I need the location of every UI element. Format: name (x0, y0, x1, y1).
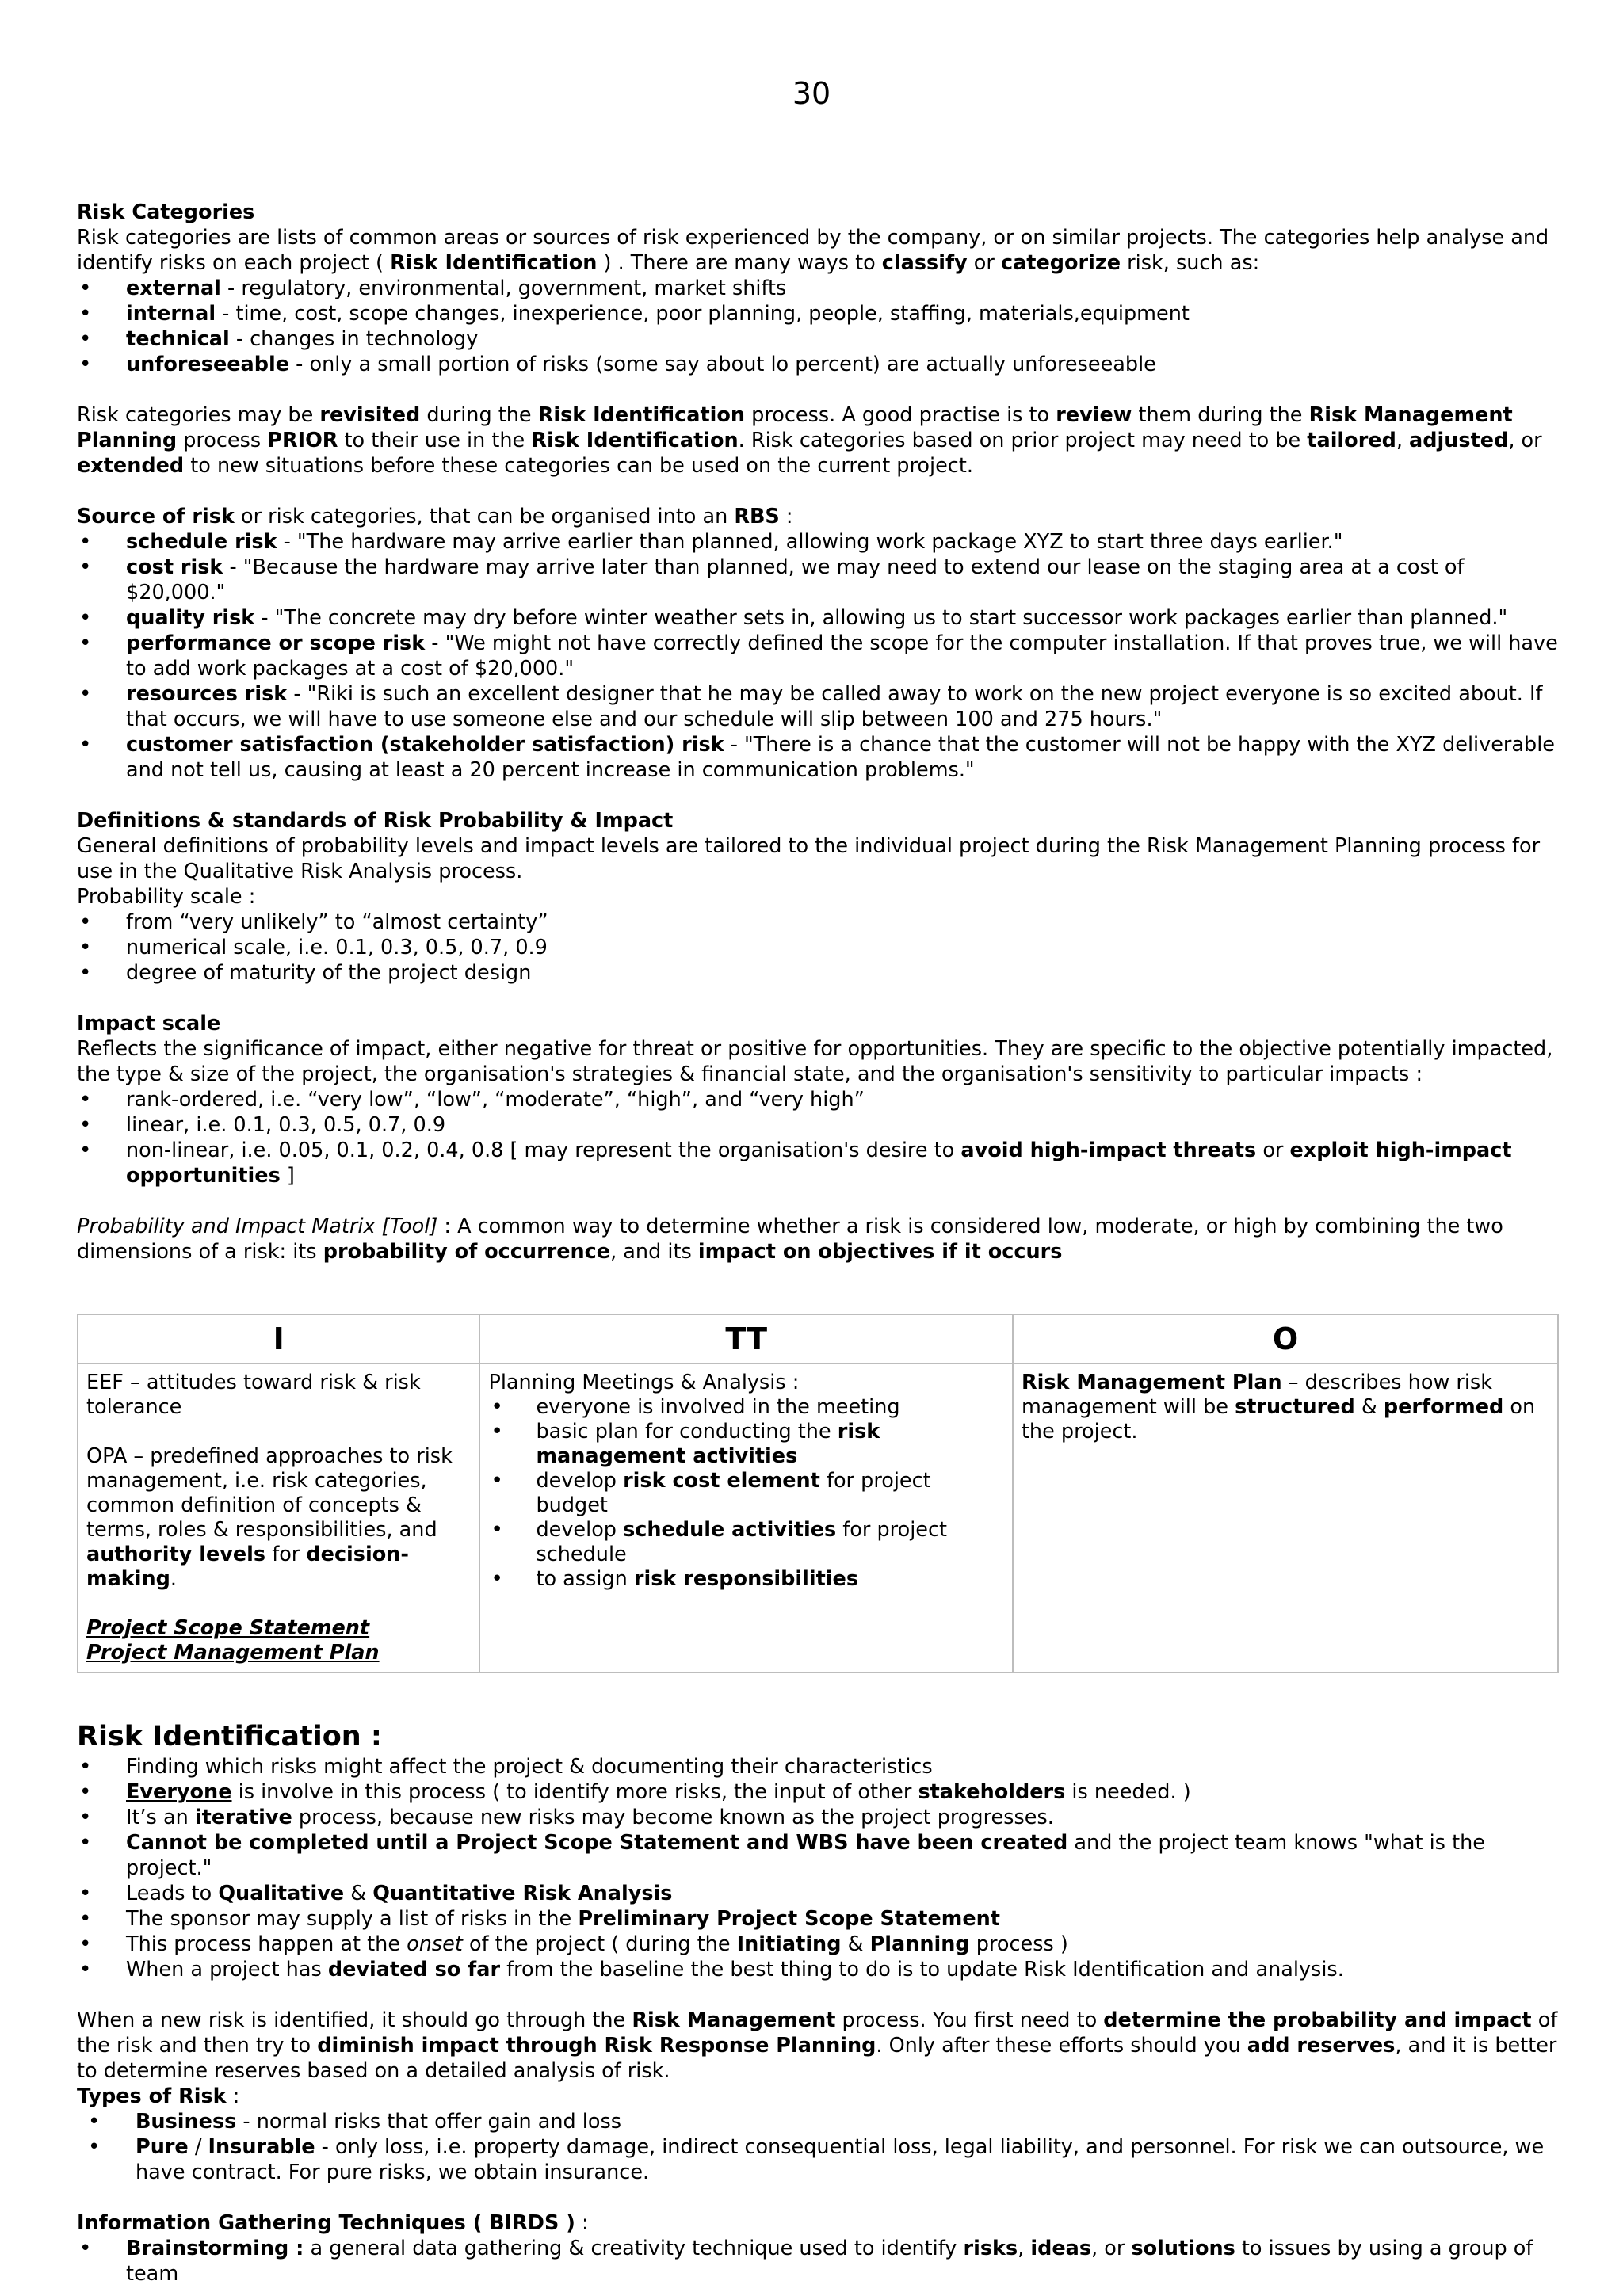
list-item: • When a project has deviated so far from the baseline the best thing to do is to update Risk Identification and analysis. (77, 1957, 1559, 1982)
source-of-risk-list (77, 529, 1559, 783)
types-of-risk-label: Types of Risk : (77, 2084, 240, 2108)
list-item: • numerical scale, i.e. 0.1, 0.3, 0.5, 0.7, 0.9 (77, 935, 1559, 960)
probability-impact-matrix-paragraph: Probability and Impact Matrix [Tool] : A common way to determine whether a risk is considered low, moderate, or high by combining the two dimensions of a risk: its probability of occurrence, and its impact on objectives if it occurs (77, 1215, 1503, 1264)
list-item: • develop risk cost element for project budget (488, 1469, 1005, 1518)
list-item: • It’s an iterative process, because new risks may become known as the project progresses. (77, 1805, 1559, 1830)
list-item: • internal - time, cost, scope changes, inexperience, poor planning, people, staffing, materials,equipment (77, 301, 1559, 326)
list-item: • degree of maturity of the project design (77, 960, 1559, 986)
probability-scale-list (77, 910, 1559, 986)
list-item: • resources risk - "Riki is such an excellent designer that he may be called away to work on the new project everyone is so excited about. If that occurs, we will have to use someone else and our schedule will slip between 100 and 275 hours." (77, 681, 1559, 732)
definitions-body: General definitions of probability levels and impact levels are tailored to the individual project during the Risk Management Planning process for use in the Qualitative Risk Analysis process. (77, 834, 1541, 883)
list-item: • Leads to Qualitative & Quantitative Risk Analysis (77, 1881, 1559, 1906)
list-item: • schedule risk - "The hardware may arrive earlier than planned, allowing work package XYZ to start three days earlier." (77, 529, 1559, 555)
project-scope-statement-link[interactable]: Project Scope Statement (86, 1616, 370, 1640)
tools-cell (479, 1363, 1012, 1672)
revisit-paragraph: Risk categories may be revisited during the Risk Identification process. A good practise is to review them during the Risk Management Planning process PRIOR to their use in the Risk Identification. Risk categories based on prior project may need to be tailored, adjusted, or extended to new situations before these categories can be used on the current project. (77, 403, 1542, 478)
impact-scale-list (77, 1087, 1559, 1188)
risk-categories-intro: Risk categories are lists of common areas or sources of risk experienced by the company, or on similar projects. The categories help analyse and identify risks on each project ( Risk Identification ) . There are many ways to classify or categorize risk, such as: (77, 226, 1549, 275)
list-item: • from “very unlikely” to “almost certainty” (77, 910, 1559, 935)
list-item: • basic plan for conducting the risk management activities (488, 1420, 1005, 1469)
list-item: • linear, i.e. 0.1, 0.3, 0.5, 0.7, 0.9 (77, 1112, 1559, 1138)
list-item: • performance or scope risk - "We might not have correctly defined the scope for the computer installation. If that proves true, we will have to add work packages at a cost of $20,000." (77, 631, 1559, 681)
impact-scale-heading: Impact scale (77, 1012, 221, 1035)
risk-identification-list (77, 1754, 1559, 1982)
outputs-cell (1013, 1363, 1558, 1672)
list-item: • Finding which risks might affect the project & documenting their characteristics (77, 1754, 1559, 1779)
new-risk-paragraph: When a new risk is identified, it should go through the Risk Management process. You first need to determine the probability and impact of the risk and then try to diminish impact through Risk Response Planning. Only after these efforts should you add reserves, and it is better to determine reserves based on a detailed analysis of risk. (77, 2008, 1558, 2083)
list-item: • cost risk - "Because the hardware may arrive later than planned, we may need to extend our lease on the staging area at a cost of $20,000." (77, 555, 1559, 605)
list-item: • non-linear, i.e. 0.05, 0.1, 0.2, 0.4, 0.8 [ may represent the organisation's desire to avoid high-impact threats or exploit high-impact opportunities ] (77, 1138, 1559, 1188)
list-item: • everyone is involved in the meeting (488, 1395, 1005, 1420)
list-item: • external - regulatory, environmental, government, market shifts (77, 276, 1559, 301)
info-gathering-heading: Information Gathering Techniques ( BIRDS ) : (77, 2211, 589, 2235)
list-item: • Brainstorming : a general data gathering & creativity technique used to identify risks, ideas, or solutions to issues by using a group of team (77, 2236, 1559, 2286)
outputs-header: O (1013, 1314, 1558, 1363)
risk-identification-heading: Risk Identification : (77, 1721, 382, 1753)
list-item: • unforeseeable - only a small portion of risks (some say about lo percent) are actually unforeseeable (77, 352, 1559, 377)
inputs-cell (78, 1363, 479, 1672)
risk-categories-list (77, 276, 1559, 377)
list-item: • Business - normal risks that offer gain and loss (77, 2109, 1559, 2134)
tools-header: TT (479, 1314, 1012, 1363)
source-of-risk-intro: Source of risk or risk categories, that can be organised into an RBS : (77, 505, 793, 528)
tools-list (488, 1395, 1005, 1592)
outputs-text: Risk Management Plan – describes how risk management will be structured & performed on the project. (1021, 1371, 1536, 1444)
types-of-risk-list (77, 2109, 1559, 2185)
info-gathering-list (77, 2236, 1559, 2286)
list-item: • This process happen at the onset of the project ( during the Initiating & Planning process ) (77, 1932, 1559, 1957)
document-body (77, 200, 1559, 2286)
list-item: • technical - changes in technology (77, 326, 1559, 352)
list-item: • to assign risk responsibilities (488, 1567, 1005, 1592)
risk-categories-heading: Risk Categories (77, 200, 255, 224)
definitions-heading: Definitions & standards of Risk Probability & Impact (77, 809, 674, 833)
list-item: • rank-ordered, i.e. “very low”, “low”, “moderate”, “high”, and “very high” (77, 1087, 1559, 1112)
list-item: • Pure / Insurable - only loss, i.e. property damage, indirect consequential loss, legal liability, and personnel. For risk we can outsource, we have contract. For pure risks, we obtain insurance. (77, 2134, 1559, 2185)
list-item: • The sponsor may supply a list of risks in the Preliminary Project Scope Statement (77, 1906, 1559, 1932)
tools-label: Planning Meetings & Analysis : (488, 1371, 800, 1394)
impact-scale-body: Reflects the significance of impact, either negative for threat or positive for opportunities. They are specific to the objective potentially impacted, the type & size of the project, the organisation's strategies & financial state, and the organisation's sensitivity to particular impacts : (77, 1037, 1553, 1086)
list-item: • Everyone is involve in this process ( to identify more risks, the input of other stakeholders is needed. ) (77, 1779, 1559, 1805)
list-item: • quality risk - "The concrete may dry before winter weather sets in, allowing us to start successor work packages earlier than planned." (77, 605, 1559, 631)
eef-text: EEF – attitudes toward risk & risk tolerance (86, 1371, 421, 1419)
project-management-plan-link[interactable]: Project Management Plan (86, 1641, 380, 1665)
list-item: • develop schedule activities for project schedule (488, 1518, 1005, 1567)
opa-text: OPA – predefined approaches to risk management, i.e. risk categories, common definition of concepts & terms, roles & responsibilities, and authority levels for decision-making. (86, 1444, 453, 1591)
probability-scale-label: Probability scale : (77, 885, 256, 909)
page-number: 30 (792, 76, 831, 111)
inputs-header: I (78, 1314, 479, 1363)
list-item: • customer satisfaction (stakeholder satisfaction) risk - "There is a chance that the customer will not be happy with the XYZ deliverable and not tell us, causing at least a 20 percent increase in communication problems." (77, 732, 1559, 783)
list-item: • Cannot be completed until a Project Scope Statement and WBS have been created and the project team knows "what is the project." (77, 1830, 1559, 1881)
itto-table (77, 1314, 1559, 1673)
